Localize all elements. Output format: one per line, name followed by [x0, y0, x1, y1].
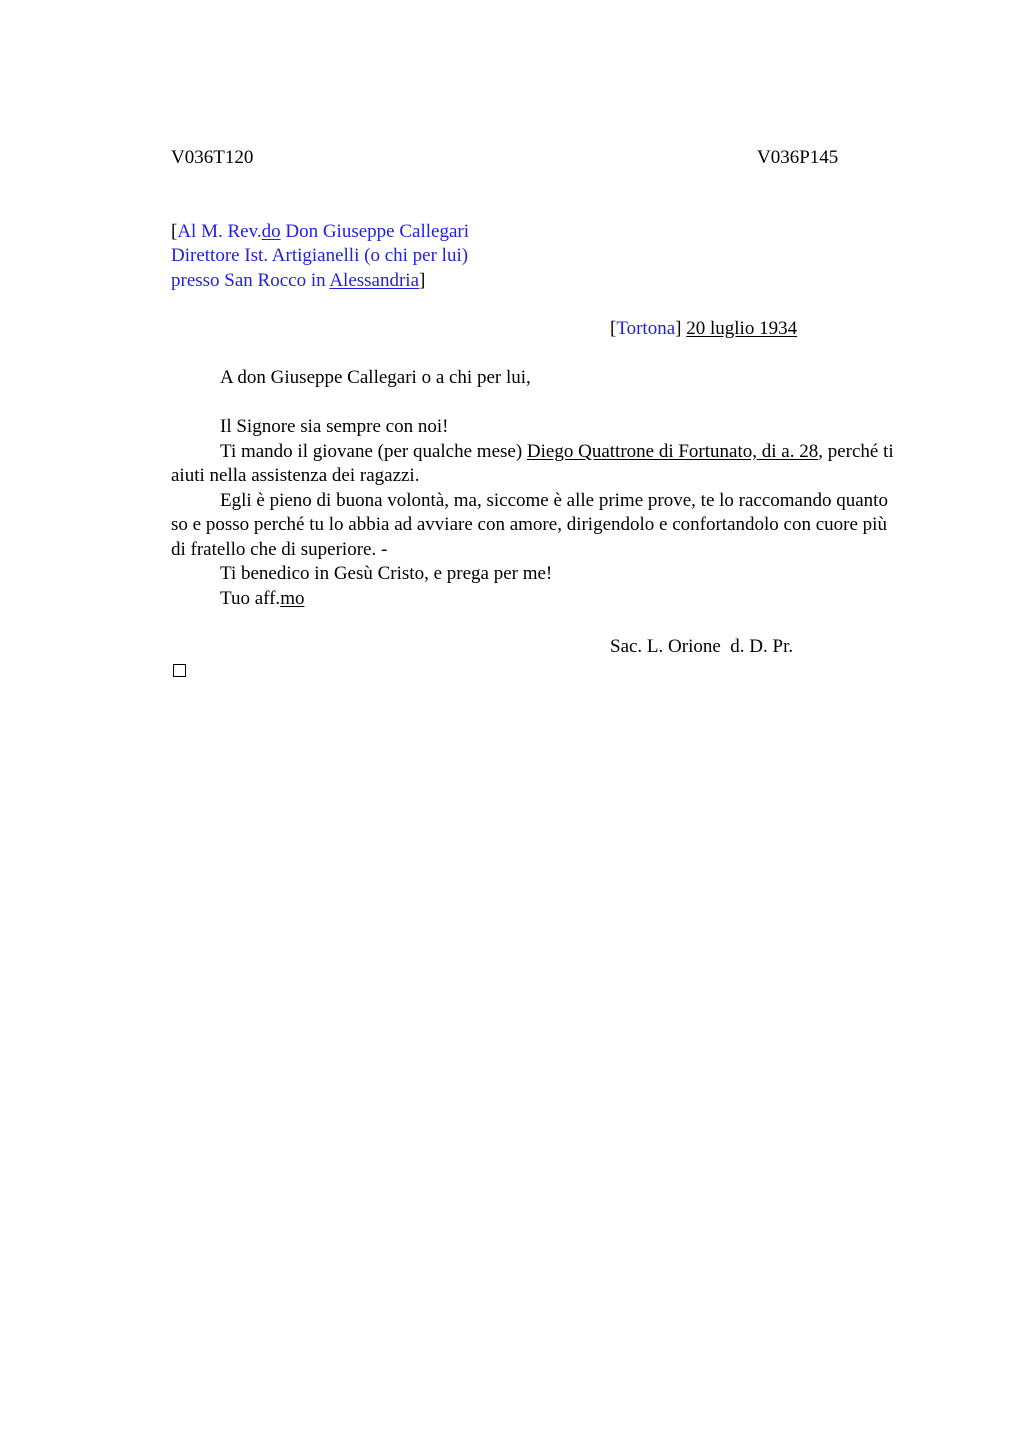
address-line-3	[171, 269, 425, 293]
dateline-place: Tortona	[616, 318, 676, 339]
dateline-date: 20 luglio 1934	[686, 318, 798, 339]
paragraph-recommendation: Egli è pieno di buona volontà, ma, siccome è alle prime prove, te lo raccomando quanto so e posso perché tu lo abbia ad avviare con amore, dirigendolo e confortandolo con cuore più di fratello che di superiore. -	[171, 489, 888, 560]
address-line-1	[171, 220, 469, 244]
paragraph-introduction-end: , perché ti aiuti nella assistenza dei ragazzi.	[171, 440, 894, 486]
closing-text: Tuo aff.	[220, 587, 281, 609]
address-location: presso San Rocco in	[171, 270, 330, 291]
address-title-superscript: do	[261, 221, 281, 242]
document-code-left: V036T120	[171, 147, 254, 168]
address-open-bracket: [	[171, 221, 178, 242]
salutation: A don Giuseppe Callegari o a chi per lui,	[220, 367, 531, 388]
letter-body	[171, 415, 895, 611]
dateline	[610, 317, 797, 341]
address-line-2: Direttore Ist. Artigianelli (o chi per lui)	[171, 245, 469, 266]
address-close-bracket: ]	[419, 270, 426, 291]
address-recipient: Don Giuseppe Callegari	[280, 221, 469, 242]
paragraph-introduction	[171, 440, 895, 489]
end-marker-box	[173, 664, 186, 677]
closing-superscript: mo	[280, 587, 305, 609]
address-title: Al M. Rev.	[177, 221, 262, 242]
signature: Sac. L. Orione d. D. Pr.	[610, 636, 794, 657]
paragraph-blessing: Ti benedico in Gesù Cristo, e prega per me!	[220, 563, 553, 584]
dateline-open-bracket: [	[610, 318, 617, 339]
dateline-close-bracket: ]	[675, 318, 682, 339]
introduced-person: Diego Quattrone di Fortunato, di a. 28	[526, 440, 819, 462]
document-code-right: V036P145	[757, 147, 839, 168]
paragraph-introduction-start: Ti mando il giovane (per qualche mese)	[220, 440, 527, 462]
paragraph-greeting: Il Signore sia sempre con noi!	[220, 416, 449, 437]
address-city: Alessandria	[329, 270, 420, 291]
closing	[171, 587, 895, 612]
